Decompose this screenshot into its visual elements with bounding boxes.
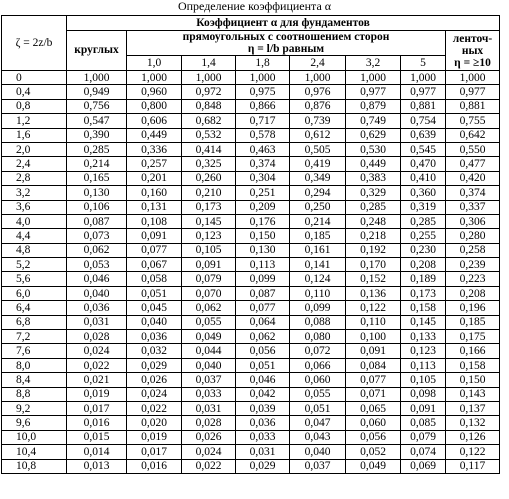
coefficient-cell: 0,055 (290, 387, 346, 401)
coefficient-cell: 0,072 (290, 344, 346, 358)
coefficient-cell: 0,022 (67, 358, 127, 372)
coefficient-cell: 0,173 (401, 286, 446, 300)
coefficient-cell: 0,022 (127, 401, 182, 415)
coefficient-cell: 0,067 (127, 258, 182, 272)
coefficient-cell: 0,055 (182, 315, 236, 329)
coefficient-cell: 0,414 (182, 142, 236, 156)
coefficient-cell: 0,088 (290, 315, 346, 329)
zeta-cell: 7,2 (2, 330, 67, 344)
coefficient-cell: 0,185 (290, 229, 346, 243)
coefficient-cell: 1,000 (446, 71, 500, 85)
coefficient-cell: 0,052 (346, 445, 401, 459)
coefficient-cell: 0,016 (67, 416, 127, 430)
coefficient-cell: 0,039 (236, 401, 290, 415)
coefficient-cell: 0,064 (236, 315, 290, 329)
coefficient-cell: 0,639 (401, 128, 446, 142)
coefficient-cell: 0,260 (182, 171, 236, 185)
table-row (2, 459, 500, 473)
coefficient-cell: 0,019 (67, 387, 127, 401)
coefficient-cell: 0,113 (236, 258, 290, 272)
coefficient-cell: 0,031 (67, 315, 127, 329)
table-row (2, 214, 500, 228)
coefficient-cell: 0,123 (401, 344, 446, 358)
header-rectangular-line1: прямоугольных с соотношением сторон (182, 31, 390, 43)
coefficient-cell: 0,045 (127, 301, 182, 315)
coefficient-cell: 0,132 (446, 416, 500, 430)
coefficient-cell: 0,062 (182, 301, 236, 315)
coefficient-cell: 0,374 (446, 186, 500, 200)
coefficient-cell: 0,133 (401, 330, 446, 344)
zeta-cell: 4,4 (2, 229, 67, 243)
coefficient-cell: 1,000 (346, 71, 401, 85)
header-ratio: 5 (401, 56, 446, 71)
coefficient-cell: 1,000 (290, 71, 346, 85)
coefficient-cell: 0,062 (236, 330, 290, 344)
coefficient-cell: 0,866 (236, 99, 290, 113)
coefficient-cell: 0,629 (346, 128, 401, 142)
coefficient-cell: 0,069 (401, 459, 446, 473)
table-row (2, 99, 500, 113)
coefficient-table (1, 15, 500, 474)
coefficient-cell: 0,876 (290, 99, 346, 113)
coefficient-cell: 0,020 (127, 416, 182, 430)
coefficient-cell: 0,161 (290, 243, 346, 257)
coefficient-cell: 0,881 (446, 99, 500, 113)
coefficient-cell: 0,349 (290, 171, 346, 185)
zeta-cell: 3,2 (2, 186, 67, 200)
coefficient-cell: 0,612 (290, 128, 346, 142)
coefficient-cell: 0,024 (127, 387, 182, 401)
coefficient-cell: 0,051 (127, 286, 182, 300)
coefficient-cell: 0,150 (236, 229, 290, 243)
zeta-cell: 1,2 (2, 114, 67, 128)
header-zeta: ζ = 2z/b (2, 16, 67, 71)
coefficient-cell: 0,881 (401, 99, 446, 113)
zeta-cell: 10,4 (2, 445, 67, 459)
coefficient-cell: 0,390 (67, 128, 127, 142)
coefficient-cell: 0,210 (182, 186, 236, 200)
coefficient-cell: 0,532 (182, 128, 236, 142)
coefficient-cell: 0,547 (67, 114, 127, 128)
coefficient-cell: 0,056 (346, 430, 401, 444)
zeta-cell: 10,0 (2, 430, 67, 444)
coefficient-cell: 0,137 (446, 401, 500, 415)
coefficient-cell: 0,136 (346, 286, 401, 300)
coefficient-cell: 0,110 (290, 286, 346, 300)
table-row (2, 128, 500, 142)
coefficient-cell: 0,077 (127, 243, 182, 257)
coefficient-cell: 0,755 (446, 114, 500, 128)
coefficient-cell: 0,257 (127, 157, 182, 171)
table-row (2, 430, 500, 444)
coefficient-cell: 0,091 (127, 229, 182, 243)
coefficient-cell: 0,091 (401, 401, 446, 415)
coefficient-cell: 0,108 (127, 214, 182, 228)
coefficient-cell: 0,085 (401, 416, 446, 430)
coefficient-cell: 0,545 (401, 142, 446, 156)
coefficient-cell: 0,185 (446, 315, 500, 329)
coefficient-cell: 0,449 (346, 157, 401, 171)
zeta-cell: 0 (2, 71, 67, 85)
coefficient-cell: 0,976 (290, 85, 346, 99)
coefficient-cell: 0,223 (446, 272, 500, 286)
coefficient-cell: 0,124 (290, 272, 346, 286)
header-ratio: 3,2 (346, 56, 401, 71)
coefficient-cell: 0,013 (67, 459, 127, 473)
coefficient-cell: 0,239 (446, 258, 500, 272)
coefficient-cell: 0,060 (290, 373, 346, 387)
coefficient-cell: 0,062 (67, 243, 127, 257)
coefficient-cell: 0,077 (346, 373, 401, 387)
header-ratio: 1,0 (127, 56, 182, 71)
zeta-cell: 3,6 (2, 200, 67, 214)
coefficient-cell: 0,319 (401, 200, 446, 214)
coefficient-cell: 0,028 (182, 416, 236, 430)
zeta-cell: 9,2 (2, 401, 67, 415)
coefficient-cell: 0,848 (182, 99, 236, 113)
coefficient-cell: 0,550 (446, 142, 500, 156)
coefficient-cell: 0,019 (127, 430, 182, 444)
coefficient-cell: 0,043 (290, 430, 346, 444)
table-row (2, 344, 500, 358)
coefficient-cell: 0,143 (446, 387, 500, 401)
coefficient-cell: 0,304 (236, 171, 290, 185)
coefficient-cell: 0,251 (236, 186, 290, 200)
coefficient-cell: 0,024 (182, 445, 236, 459)
header-coefficient-group: Коэффициент α для фундаментов (67, 16, 500, 31)
header-round: круглых (67, 31, 127, 71)
coefficient-cell: 0,033 (182, 387, 236, 401)
coefficient-cell: 0,079 (182, 272, 236, 286)
coefficient-cell: 0,158 (401, 301, 446, 315)
coefficient-cell: 0,110 (346, 315, 401, 329)
coefficient-cell: 0,682 (182, 114, 236, 128)
coefficient-cell: 0,336 (127, 142, 182, 156)
coefficient-cell: 0,285 (401, 214, 446, 228)
coefficient-cell: 0,977 (401, 85, 446, 99)
coefficient-cell: 0,106 (67, 200, 127, 214)
table-row (2, 243, 500, 257)
coefficient-cell: 0,285 (346, 200, 401, 214)
table-body (2, 71, 500, 474)
zeta-cell: 8,0 (2, 358, 67, 372)
coefficient-cell: 0,046 (236, 373, 290, 387)
coefficient-cell: 0,201 (127, 171, 182, 185)
header-ratio: 2,4 (290, 56, 346, 71)
zeta-cell: 0,4 (2, 85, 67, 99)
zeta-cell: 2,4 (2, 157, 67, 171)
coefficient-cell: 0,463 (236, 142, 290, 156)
table-row (2, 401, 500, 415)
zeta-cell: 0,8 (2, 99, 67, 113)
header-ratio: 1,4 (182, 56, 236, 71)
table-row (2, 157, 500, 171)
coefficient-cell: 0,505 (290, 142, 346, 156)
coefficient-cell: 0,230 (401, 243, 446, 257)
zeta-cell: 7,6 (2, 344, 67, 358)
zeta-cell: 4,8 (2, 243, 67, 257)
coefficient-cell: 0,040 (182, 358, 236, 372)
coefficient-cell: 0,175 (446, 330, 500, 344)
table-row (2, 85, 500, 99)
coefficient-cell: 0,192 (346, 243, 401, 257)
table-row (2, 315, 500, 329)
coefficient-cell: 0,040 (67, 286, 127, 300)
coefficient-cell: 0,189 (401, 272, 446, 286)
table-row (2, 114, 500, 128)
coefficient-cell: 0,285 (67, 142, 127, 156)
header-strip-line3: η = ≥10 (454, 56, 491, 69)
coefficient-cell: 0,152 (346, 272, 401, 286)
table-row (2, 258, 500, 272)
coefficient-cell: 0,208 (446, 286, 500, 300)
zeta-cell: 9,6 (2, 416, 67, 430)
header-strip (446, 31, 500, 71)
coefficient-cell: 0,250 (290, 200, 346, 214)
coefficient-cell: 0,158 (446, 358, 500, 372)
coefficient-cell: 0,337 (446, 200, 500, 214)
coefficient-cell: 0,754 (401, 114, 446, 128)
coefficient-cell: 0,150 (446, 373, 500, 387)
table-row (2, 142, 500, 156)
coefficient-cell: 0,141 (290, 258, 346, 272)
header-strip-line2: ных (461, 44, 484, 57)
coefficient-cell: 0,642 (446, 128, 500, 142)
coefficient-cell: 0,170 (346, 258, 401, 272)
coefficient-cell: 0,130 (236, 243, 290, 257)
coefficient-cell: 0,113 (401, 358, 446, 372)
coefficient-cell: 0,087 (236, 286, 290, 300)
coefficient-cell: 0,026 (182, 430, 236, 444)
coefficient-cell: 0,049 (182, 330, 236, 344)
coefficient-cell: 0,208 (401, 258, 446, 272)
coefficient-cell: 0,079 (401, 430, 446, 444)
coefficient-cell: 0,145 (182, 214, 236, 228)
coefficient-cell: 0,606 (127, 114, 182, 128)
coefficient-cell: 0,015 (67, 430, 127, 444)
coefficient-cell: 0,306 (446, 214, 500, 228)
zeta-cell: 6,0 (2, 286, 67, 300)
coefficient-cell: 0,258 (446, 243, 500, 257)
coefficient-cell: 0,046 (67, 272, 127, 286)
coefficient-cell: 0,160 (127, 186, 182, 200)
zeta-cell: 1,6 (2, 128, 67, 142)
table-row (2, 229, 500, 243)
coefficient-cell: 1,000 (401, 71, 446, 85)
zeta-cell: 8,8 (2, 387, 67, 401)
coefficient-cell: 0,248 (346, 214, 401, 228)
coefficient-cell: 0,977 (346, 85, 401, 99)
coefficient-cell: 0,280 (446, 229, 500, 243)
coefficient-cell: 0,031 (182, 401, 236, 415)
zeta-cell: 2,0 (2, 142, 67, 156)
zeta-cell: 6,4 (2, 301, 67, 315)
coefficient-cell: 0,100 (346, 330, 401, 344)
coefficient-cell: 0,717 (236, 114, 290, 128)
coefficient-cell: 0,074 (401, 445, 446, 459)
coefficient-cell: 0,051 (290, 401, 346, 415)
coefficient-cell: 0,105 (401, 373, 446, 387)
coefficient-cell: 0,214 (290, 214, 346, 228)
coefficient-cell: 0,044 (182, 344, 236, 358)
coefficient-cell: 0,578 (236, 128, 290, 142)
coefficient-cell: 0,029 (127, 358, 182, 372)
table-row (2, 330, 500, 344)
coefficient-cell: 0,218 (346, 229, 401, 243)
coefficient-cell: 0,739 (290, 114, 346, 128)
table-caption: Определение коэффициента α (177, 0, 332, 13)
zeta-cell: 5,2 (2, 258, 67, 272)
coefficient-cell: 0,165 (67, 171, 127, 185)
coefficient-cell: 0,071 (346, 387, 401, 401)
coefficient-cell: 0,173 (182, 200, 236, 214)
coefficient-cell: 0,145 (401, 315, 446, 329)
coefficient-cell: 0,383 (346, 171, 401, 185)
coefficient-cell: 0,975 (236, 85, 290, 99)
coefficient-cell: 0,325 (182, 157, 236, 171)
coefficient-cell: 0,033 (236, 430, 290, 444)
coefficient-cell: 0,070 (182, 286, 236, 300)
coefficient-cell: 0,196 (446, 301, 500, 315)
table-row (2, 71, 500, 85)
coefficient-cell: 0,051 (236, 358, 290, 372)
coefficient-cell: 0,077 (236, 301, 290, 315)
coefficient-cell: 0,105 (182, 243, 236, 257)
coefficient-cell: 0,131 (127, 200, 182, 214)
table-row (2, 301, 500, 315)
table-row (2, 358, 500, 372)
coefficient-cell: 0,060 (346, 416, 401, 430)
coefficient-cell: 0,087 (67, 214, 127, 228)
coefficient-cell: 0,066 (290, 358, 346, 372)
coefficient-cell: 0,021 (67, 373, 127, 387)
table-row (2, 286, 500, 300)
coefficient-cell: 1,000 (67, 71, 127, 85)
coefficient-cell: 0,042 (236, 387, 290, 401)
coefficient-cell: 0,130 (67, 186, 127, 200)
coefficient-cell: 0,028 (67, 330, 127, 344)
coefficient-cell: 1,000 (182, 71, 236, 85)
coefficient-cell: 0,420 (446, 171, 500, 185)
coefficient-cell: 0,099 (236, 272, 290, 286)
coefficient-cell: 0,530 (346, 142, 401, 156)
coefficient-cell: 0,014 (67, 445, 127, 459)
coefficient-cell: 0,749 (346, 114, 401, 128)
coefficient-cell: 0,022 (182, 459, 236, 473)
coefficient-cell: 0,049 (346, 459, 401, 473)
coefficient-cell: 0,032 (127, 344, 182, 358)
table-row (2, 272, 500, 286)
zeta-cell: 8,4 (2, 373, 67, 387)
coefficient-cell: 0,294 (290, 186, 346, 200)
coefficient-cell: 0,084 (346, 358, 401, 372)
coefficient-cell: 0,879 (346, 99, 401, 113)
table-row (2, 387, 500, 401)
zeta-cell: 10,8 (2, 459, 67, 473)
coefficient-cell: 0,123 (182, 229, 236, 243)
coefficient-cell: 0,360 (401, 186, 446, 200)
coefficient-cell: 0,449 (127, 128, 182, 142)
coefficient-cell: 1,000 (236, 71, 290, 85)
coefficient-cell: 0,410 (401, 171, 446, 185)
coefficient-cell: 0,329 (346, 186, 401, 200)
coefficient-cell: 0,091 (346, 344, 401, 358)
coefficient-cell: 0,949 (67, 85, 127, 99)
coefficient-cell: 0,419 (290, 157, 346, 171)
coefficient-cell: 0,960 (127, 85, 182, 99)
coefficient-cell: 0,117 (446, 459, 500, 473)
coefficient-cell: 0,040 (290, 445, 346, 459)
table-row (2, 373, 500, 387)
coefficient-cell: 0,036 (67, 301, 127, 315)
coefficient-cell: 0,037 (290, 459, 346, 473)
coefficient-cell: 0,374 (236, 157, 290, 171)
header-ratio: 1,8 (236, 56, 290, 71)
table-row (2, 445, 500, 459)
coefficient-cell: 0,073 (67, 229, 127, 243)
coefficient-cell: 0,122 (346, 301, 401, 315)
coefficient-cell: 0,056 (236, 344, 290, 358)
coefficient-cell: 0,037 (182, 373, 236, 387)
coefficient-cell: 0,098 (401, 387, 446, 401)
coefficient-cell: 0,040 (127, 315, 182, 329)
table-row (2, 416, 500, 430)
zeta-cell: 6,8 (2, 315, 67, 329)
zeta-cell: 2,8 (2, 171, 67, 185)
coefficient-cell: 0,036 (236, 416, 290, 430)
coefficient-cell: 0,017 (67, 401, 127, 415)
table-row (2, 186, 500, 200)
coefficient-cell: 0,255 (401, 229, 446, 243)
zeta-cell: 4,0 (2, 214, 67, 228)
coefficient-cell: 0,756 (67, 99, 127, 113)
coefficient-cell: 0,209 (236, 200, 290, 214)
coefficient-cell: 0,126 (446, 430, 500, 444)
zeta-cell: 5,6 (2, 272, 67, 286)
coefficient-cell: 0,176 (236, 214, 290, 228)
coefficient-cell: 0,091 (182, 258, 236, 272)
coefficient-cell: 0,026 (127, 373, 182, 387)
coefficient-cell: 0,972 (182, 85, 236, 99)
header-rectangular-line2: η = l/b равным (247, 43, 325, 55)
coefficient-cell: 0,214 (67, 157, 127, 171)
header-strip-line1: ленточ- (452, 32, 493, 45)
coefficient-cell: 0,029 (236, 459, 290, 473)
coefficient-cell: 0,166 (446, 344, 500, 358)
coefficient-cell: 0,122 (446, 445, 500, 459)
coefficient-cell: 0,080 (290, 330, 346, 344)
coefficient-cell: 0,047 (290, 416, 346, 430)
coefficient-cell: 0,024 (67, 344, 127, 358)
coefficient-cell: 0,016 (127, 459, 182, 473)
coefficient-cell: 0,470 (401, 157, 446, 171)
coefficient-cell: 0,977 (446, 85, 500, 99)
coefficient-cell: 0,065 (346, 401, 401, 415)
coefficient-cell: 0,058 (127, 272, 182, 286)
coefficient-cell: 0,053 (67, 258, 127, 272)
coefficient-cell: 0,031 (236, 445, 290, 459)
table-row (2, 171, 500, 185)
coefficient-cell: 0,017 (127, 445, 182, 459)
coefficient-cell: 0,099 (290, 301, 346, 315)
coefficient-cell: 0,477 (446, 157, 500, 171)
header-rectangular (127, 31, 446, 56)
coefficient-cell: 0,800 (127, 99, 182, 113)
coefficient-cell: 1,000 (127, 71, 182, 85)
table-row (2, 200, 500, 214)
coefficient-cell: 0,036 (127, 330, 182, 344)
